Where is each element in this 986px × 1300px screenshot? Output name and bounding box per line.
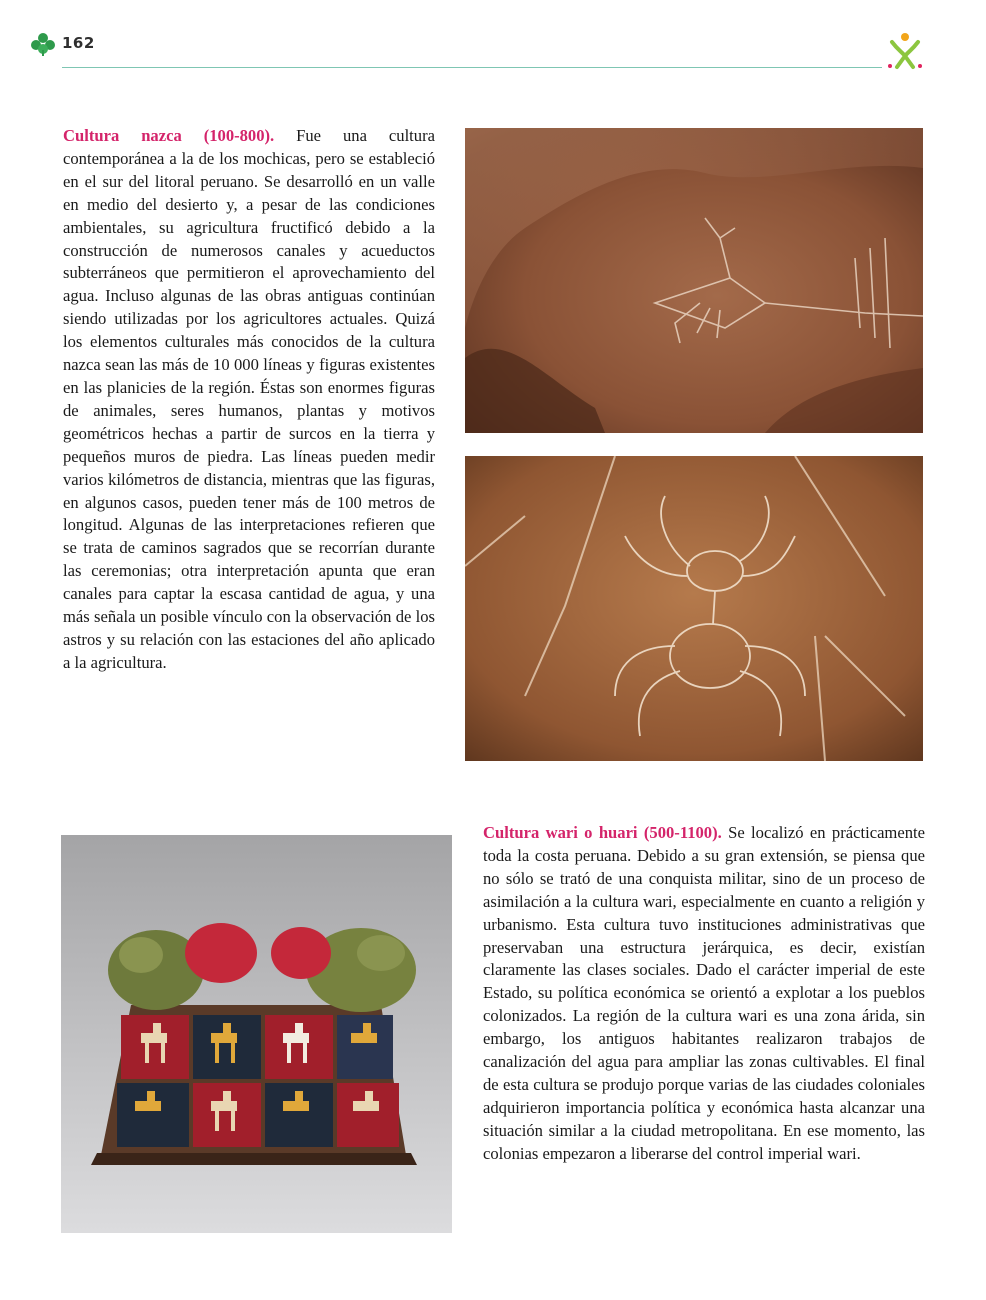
nazca-spider-geoglyph-photo	[465, 456, 923, 761]
wari-paragraph	[483, 822, 925, 1166]
nazca-paragraph	[63, 125, 435, 675]
header-rule	[62, 67, 882, 68]
nazca-heading: Cultura nazca (100-800).	[63, 126, 275, 145]
wari-four-cornered-hat-photo	[61, 835, 452, 1233]
nazca-body: Fue una cultura contemporánea a la de los mochicas, pero se estableció en el sur del litoral peruano. Se desarrolló en un valle en medio del desierto y, a pesar de las condiciones ambientales, su agricultura fructificó debido a la construcción de numerosos canales y acueductos subterráneos que permitieron el aprovechamiento del agua. Incluso algunas de las obras antiguas continúan siendo utilizadas por los agricultores actuales. Quizá los elementos culturales más conocidos de la cultura nazca sean las más de 10 000 líneas y figuras existentes en las planicies de la región. Éstas son enormes figuras de animales, seres humanos, plantas y motivos geométricos hechas a partir de surcos en la tierra y pequeños muros de piedra. Las líneas pueden medir varios kilómetros de distancia, mientras que las figuras, en algunos casos, pueden tener más de 100 metros de longitud. Algunas de las interpretaciones refieren que se trata de caminos sagrados que se recorrían durante las ceremonias; otra interpretación apunta que eran canales para captar la escasa cantidad de agua, y una más señala un posible vínculo con la observación de los astros y su relación con las estaciones del año aplicado a la agricultura.	[63, 126, 435, 672]
colorful-figure-emblem-icon	[886, 30, 924, 70]
wari-body: Se localizó en prácticamente toda la costa peruana. Debido a su gran extensión, se piensa que no sólo se trató de una conquista militar, sino de un proceso de asimilación a la cultura wari, especialmente en cuanto a religión y urbanismo. Esta cultura tuvo instituciones administrativas que preservaban una estructura jerárquica, es decir, existían claramente las clases sociales. Dado el carácter imperial de este Estado, su política económica se orientó a explotar a los pueblos colonizados. La región de la cultura wari es una zona árida, sin embargo, los antiguos habitantes realizaron trabajos de canalización del agua para ampliar las zonas cultivables. El final de esta cultura se produjo porque varias de las ciudades coloniales adquirieron importancia política y económica hasta alcanzar una situación similar a la ciudad metropolitana. En ese momento, las colonias empezaron a liberarse del control imperial wari.	[483, 823, 925, 1163]
green-clover-logo-icon	[30, 32, 56, 56]
page-number: 162	[62, 34, 95, 52]
nazca-hummingbird-geoglyph-photo	[465, 128, 923, 433]
page-header	[0, 0, 986, 80]
wari-heading: Cultura wari o huari (500-1100).	[483, 823, 722, 842]
